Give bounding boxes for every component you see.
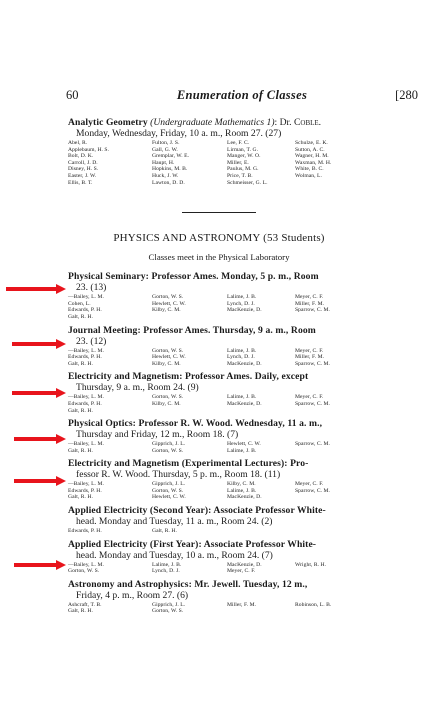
course-analytic-geometry: [68, 117, 370, 186]
student-name: Meyer, C. F.: [295, 394, 324, 401]
student-name: Lawton, D. D.: [152, 179, 185, 186]
student-name: Wright, R. H.: [295, 561, 327, 568]
table-row: [68, 448, 365, 455]
course-subtitle: (Undergraduate Mathematics 1): [150, 117, 275, 128]
table-row: [68, 173, 365, 180]
table-row: [68, 608, 365, 615]
course-instructor: Coble.: [293, 117, 322, 128]
course-heading: [68, 325, 370, 347]
section-divider: [182, 212, 256, 213]
table-row: [68, 481, 365, 488]
student-name: Ashcraft, T. B.: [68, 601, 102, 608]
course-list: [68, 271, 370, 615]
student-name: [227, 528, 295, 535]
student-name: Galt, R. H.: [68, 360, 93, 367]
course-title-line: Electricity and Magnetism (Experimental Lectures): Pro-: [68, 458, 309, 470]
student-name: Meyer, C. F.: [295, 294, 324, 301]
student-name: Meyer, C. F.: [227, 568, 256, 575]
student-name: Easter, J. W.: [68, 172, 97, 179]
student-name: Galt, R. H.: [68, 494, 93, 501]
student-name: [295, 528, 365, 535]
student-name: Galt, R. H.: [68, 608, 93, 615]
student-name: Edwards, P. H.: [68, 400, 102, 407]
student-name: Applebaum, H. S.: [68, 146, 110, 153]
student-name: Sparrow, C. M.: [295, 441, 330, 448]
student-name: Hewlett, C. W.: [152, 354, 186, 361]
student-name: —Bailey, L. M.: [68, 394, 104, 401]
student-name: Robinson, L. B.: [295, 601, 332, 608]
table-row: [68, 301, 365, 308]
student-name: Cohen, L.: [68, 300, 91, 307]
student-name: Gorton, W. S.: [152, 294, 184, 301]
student-name: Haupt, H.: [152, 159, 175, 166]
student-name: Meyer, C. F.: [295, 347, 324, 354]
student-name: Miller, E.: [227, 159, 249, 166]
course-name: Analytic Geometry: [68, 117, 148, 128]
course-schedule: fessor R. W. Wood. Thursday, 5 p. m., Room 18. (11): [76, 469, 281, 481]
table-row: [68, 140, 365, 147]
course-schedule: head. Monday and Tuesday, 10 a. m., Room 24. (7): [76, 549, 273, 561]
student-name: —Bailey, L. M.: [68, 561, 104, 568]
table-row: [68, 494, 365, 501]
table-row: [68, 562, 365, 569]
section-number: [280: [395, 88, 418, 102]
table-row: [68, 307, 365, 314]
course-separator: : Dr.: [274, 117, 294, 128]
student-name: [295, 448, 365, 455]
student-name: Sparrow, C. M.: [295, 487, 330, 494]
course-entry: [68, 579, 370, 615]
student-name: Gorton, W. S.: [152, 394, 184, 401]
course-title-line: Physical Optics: Professor R. W. Wood. Wednesday, 11 a. m.,: [68, 418, 323, 430]
table-row: [68, 166, 365, 173]
red-arrow-icon: [12, 339, 66, 349]
student-name: [227, 408, 295, 415]
student-name: Manger, W. O.: [227, 153, 261, 160]
running-title: Enumeration of Classes: [176, 88, 308, 102]
table-row: [68, 153, 365, 160]
student-table: [68, 140, 365, 186]
course-schedule: 23. (13): [76, 282, 107, 294]
course-heading: [68, 117, 370, 139]
student-name: [227, 314, 295, 321]
student-name: [295, 408, 365, 415]
student-name: MacKenzie, D.: [227, 400, 262, 407]
student-name: Bolt, D. K.: [68, 153, 94, 160]
student-name: Miller, F. M.: [227, 601, 257, 608]
student-name: [295, 608, 365, 615]
student-name: [295, 314, 365, 321]
student-name: Paulus, M. G.: [227, 166, 259, 173]
course-schedule: Thursday, 9 a. m., Room 24. (9): [76, 382, 199, 394]
course-title-line: Applied Electricity (First Year): Associate Professor White-: [68, 538, 317, 550]
course-heading: [68, 271, 370, 293]
student-name: Huck, J. W.: [152, 172, 179, 179]
student-name: [295, 568, 365, 575]
student-table: [68, 294, 365, 320]
student-name: Gorton, W. S.: [68, 568, 100, 575]
course-heading: [68, 371, 370, 393]
student-name: MacKenzie, D.: [227, 494, 262, 501]
student-name: Lalime, J. B.: [227, 447, 257, 454]
student-name: —Bailey, L. M.: [68, 441, 104, 448]
student-name: Fulton, J. S.: [152, 140, 180, 146]
student-name: Meyer, C. F.: [295, 481, 324, 488]
student-name: MacKenzie, D.: [227, 360, 262, 367]
student-name: [295, 180, 365, 187]
student-name: Edwards, P. H.: [68, 487, 102, 494]
student-name: Gorton, W. S.: [152, 447, 184, 454]
course-schedule: head. Monday and Tuesday, 11 a. m., Room 24. (2): [76, 516, 273, 528]
student-name: Miller, F. M.: [295, 300, 325, 307]
table-row: [68, 488, 365, 495]
table-row: [68, 568, 365, 575]
student-name: [227, 608, 295, 615]
student-name: Lynch, D. J.: [227, 354, 255, 361]
course-title-line: Electricity and Magnetism: Professor Ames. Daily, except: [68, 371, 309, 383]
student-name: Lalime, J. B.: [227, 347, 257, 354]
student-name: Hewlett, C. W.: [227, 441, 261, 448]
student-name: Gall, G. W.: [152, 146, 178, 153]
student-name: Edwards, P. H.: [68, 307, 102, 314]
student-name: Ellis, B. T.: [68, 179, 93, 186]
department-subtitle: Classes meet in the Physical Laboratory: [148, 252, 290, 263]
student-name: Kilby, C. M.: [152, 360, 181, 367]
student-name: Galt, R. H.: [68, 447, 93, 454]
table-row: [68, 354, 365, 361]
student-name: White, B. C.: [295, 166, 324, 173]
table-row: [68, 348, 365, 355]
course-heading: [68, 418, 370, 440]
student-name: Lalime, J. B.: [152, 561, 182, 568]
table-row: [68, 180, 365, 187]
red-arrow-icon: [12, 388, 66, 398]
department-title: PHYSICS AND ASTRONOMY (53 Students): [113, 232, 325, 245]
student-name: Lalime, J. B.: [227, 487, 257, 494]
red-arrow-icon: [14, 476, 66, 486]
student-name: Kilby, C. M.: [152, 307, 181, 314]
student-name: —Bailey, L. M.: [68, 481, 104, 488]
student-name: Abel, R.: [68, 140, 88, 146]
student-name: Sutton, A. C.: [295, 146, 325, 153]
student-name: Sparrow, C. M.: [295, 400, 330, 407]
table-row: [68, 294, 365, 301]
student-name: Kilby, C. M.: [152, 400, 181, 407]
student-name: Waxman, M. H.: [295, 159, 332, 166]
table-row: [68, 441, 365, 448]
course-entry: [68, 325, 370, 368]
student-name: Edwards, P. H.: [68, 528, 102, 535]
table-row: [68, 314, 365, 321]
student-name: Sparrow, C. M.: [295, 307, 330, 314]
student-name: Gorton, W. S.: [152, 347, 184, 354]
student-name: Gipprich, J. L.: [152, 441, 186, 448]
course-heading: [68, 505, 370, 527]
table-row: [68, 361, 365, 368]
student-name: Lynch, D. J.: [227, 300, 255, 307]
student-name: MacKenzie, D.: [227, 307, 262, 314]
student-name: Kilby, C. M.: [227, 481, 256, 488]
student-table: [68, 348, 365, 368]
student-name: Galt, R. H.: [68, 313, 93, 320]
student-name: Lee, F. C.: [227, 140, 250, 146]
student-name: —Bailey, L. M.: [68, 294, 104, 301]
page-number: 60: [66, 88, 79, 102]
course-heading: [68, 458, 370, 480]
student-name: Gorton, W. S.: [152, 608, 184, 615]
student-table: [68, 528, 365, 535]
student-table: [68, 394, 365, 414]
student-name: MacKenzie, D.: [227, 561, 262, 568]
student-name: Gipprich, J. L.: [152, 481, 186, 488]
student-name: [152, 314, 227, 321]
student-name: Edwards, P. H.: [68, 354, 102, 361]
student-table: [68, 481, 365, 501]
student-name: Schulze, E. K.: [295, 140, 328, 146]
course-heading: [68, 539, 370, 561]
student-name: Gorton, W. S.: [152, 487, 184, 494]
course-entry: [68, 271, 370, 320]
course-title-line: Journal Meeting: Professor Ames. Thursday, 9 a. m., Room: [68, 324, 316, 336]
red-arrow-icon: [6, 284, 66, 294]
student-name: Lirman, T. G.: [227, 146, 259, 153]
student-name: Hopkins, M. B.: [152, 166, 188, 173]
student-name: Disney, H. S.: [68, 166, 99, 173]
course-entry: [68, 458, 370, 501]
student-name: Wagner, H. M.: [295, 153, 329, 160]
student-table: [68, 441, 365, 454]
course-title-line: Physical Seminary: Professor Ames. Monday, 5 p. m., Room: [68, 271, 319, 283]
student-name: Lynch, D. J.: [152, 568, 180, 575]
student-table: [68, 602, 365, 615]
student-name: Gipprich, J. L.: [152, 601, 186, 608]
student-name: Miller, F. M.: [295, 354, 325, 361]
course-schedule: 23. (12): [76, 335, 107, 347]
course-entry: [68, 418, 370, 454]
student-name: [152, 408, 227, 415]
student-name: Hewlett, C. W.: [152, 494, 186, 501]
student-name: Schmeisser, G. L.: [227, 179, 268, 186]
table-row: [68, 528, 365, 535]
course-entry: [68, 505, 370, 535]
table-row: [68, 401, 365, 408]
student-name: Galt, R. H.: [68, 407, 93, 414]
table-row: [68, 147, 365, 154]
student-name: Hewlett, C. W.: [152, 300, 186, 307]
student-name: Wolman, L.: [295, 172, 322, 179]
student-name: Price, T. B.: [227, 172, 253, 179]
course-heading: [68, 579, 370, 601]
course-title-line: Astronomy and Astrophysics: Mr. Jewell. Tuesday, 12 m.,: [68, 578, 308, 590]
student-name: [295, 494, 365, 501]
student-table: [68, 562, 365, 575]
student-name: Lalime, J. B.: [227, 394, 257, 401]
course-entry: [68, 539, 370, 575]
red-arrow-icon: [14, 560, 66, 570]
student-name: Galt, R. H.: [152, 528, 177, 535]
table-row: [68, 408, 365, 415]
student-name: Sparrow, C. M.: [295, 360, 330, 367]
student-name: —Bailey, L. M.: [68, 347, 104, 354]
course-schedule: Friday, 4 p. m., Room 27. (6): [76, 589, 189, 601]
red-arrow-icon: [14, 434, 66, 444]
course-schedule: Thursday and Friday, 12 m., Room 18. (7): [76, 429, 239, 441]
course-schedule: Monday, Wednesday, Friday, 10 a. m., Room 27. (27): [76, 128, 282, 139]
student-name: Carroll, J. D.: [68, 159, 98, 166]
course-entry: [68, 371, 370, 414]
page-content: [68, 117, 370, 619]
student-name: Lalime, J. B.: [227, 294, 257, 301]
table-row: [68, 602, 365, 609]
table-row: [68, 394, 365, 401]
course-title-line: Applied Electricity (Second Year): Associate Professor White-: [68, 505, 326, 517]
table-row: [68, 160, 365, 167]
student-name: Gremplar, W. E.: [152, 153, 190, 160]
